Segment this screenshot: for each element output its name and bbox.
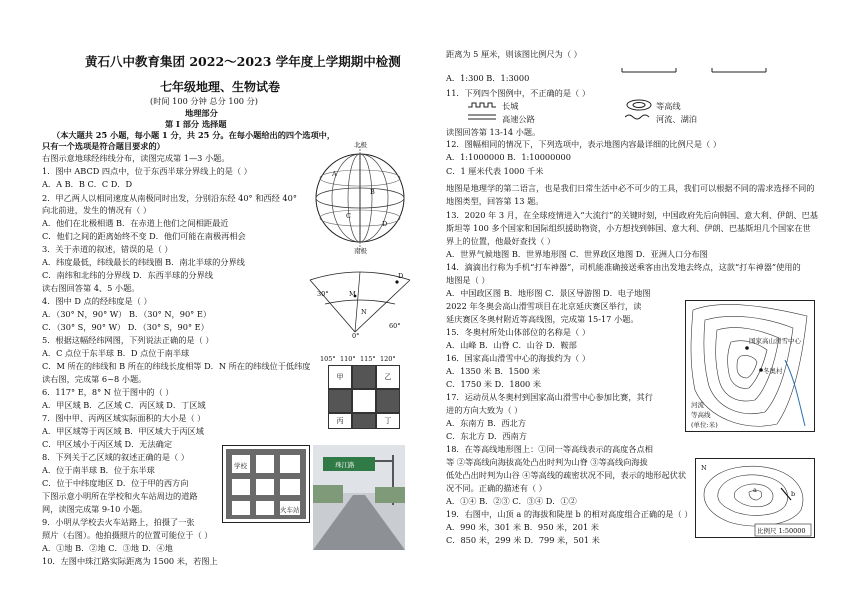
- left-text-line: 9．小明从学校去火车站路上，拍摄了一张: [42, 517, 195, 527]
- right-text-line: 14．滴滴出行称为手机“打车神器”，司机能准确接送乘客由出发地去终点，这款“打车神器”使用的: [446, 262, 801, 272]
- topo-point-a: a: [753, 486, 757, 494]
- grid-cell-bing: 丙: [328, 413, 352, 429]
- topo-scale-label: 比例尺 1:50000: [757, 527, 806, 535]
- right-text-line: 18．在等高线地形图上：①同一等高线表示的高度各点相: [446, 444, 653, 454]
- right-text-line: C．1750 米 D．1800 米: [446, 379, 542, 389]
- right-text-line: C．东北方 D．西南方: [446, 431, 527, 441]
- right-text-line: A．山峰 B．山脊 C．山谷 D．鞍部: [446, 340, 577, 350]
- left-text-line: A．甲区域等于丙区域 B．甲区域大于丙区域: [42, 426, 204, 436]
- topo-point-b: b: [791, 490, 796, 498]
- exam-subtitle: 七年级地理、生物试卷: [160, 80, 281, 94]
- right-text-line: 17．运动员从冬奥村到国家高山滑雪中心参加比赛，其行: [446, 392, 653, 402]
- latlon-point-m: M: [349, 290, 356, 298]
- right-text-line: 低处凸出时判为山谷 ④等高线的疏密状况不同，表示的地形起伏状: [446, 470, 687, 480]
- great-wall-icon: [468, 101, 496, 109]
- globe-figure: [310, 140, 410, 255]
- street-map-figure: [222, 445, 310, 523]
- right-text-line: 进的方向大致为（ ）: [446, 405, 523, 415]
- left-text-line: C．位于中纬度地区 D．位于甲的西方向: [42, 478, 189, 488]
- grid-top-label: 110°: [340, 355, 356, 363]
- right-text-line: 15．冬奥村所处山体部位的名称是（ ）: [446, 327, 591, 337]
- right-text-line: A．中国政区图 B．地形图 C．景区导游图 D．电子地图: [446, 288, 651, 298]
- contour-legend-label: 等高线: [691, 411, 711, 419]
- left-text-line: 右图示意地球经纬线分布，读图完成第 1—3 小题。: [42, 153, 230, 163]
- contour-ski-center-label: 国家高山滑雪中心: [749, 337, 801, 345]
- right-text-line: 16．国家高山滑雪中心的海拔约为（ ）: [446, 353, 591, 363]
- right-text-line: 等 ②等高线向海拔高处凸出时判为山脊 ③等高线向海拔: [446, 457, 648, 467]
- right-text-line: 况不同。正确的描述有（ ）: [446, 483, 547, 493]
- scale-bar-d: [710, 64, 770, 76]
- grid-top-label: 120°: [380, 355, 396, 363]
- instruction-line-1: （本大题共 25 小题，每小题 1 分，共 25 分。在每小题给出的四个选项中，: [52, 130, 336, 140]
- globe-north-label: 北极: [354, 141, 367, 149]
- left-text-line: 网，读图完成第 9-10 小题。: [42, 504, 148, 514]
- right-text-line: C．850 米，299 米 D．799 米，501 米: [446, 535, 600, 545]
- right-text-line: A．1:300 B．1:3000: [446, 73, 530, 83]
- contour-village-label: 冬奥村: [763, 367, 783, 375]
- contour-legend-icon: [625, 99, 653, 111]
- left-text-line: A．①地 B．②地 C．③地 D．④地: [42, 543, 173, 553]
- right-text-line: A．1:1000000 B．1:10000000: [446, 152, 571, 162]
- contour-unit-label: (单位:米): [691, 421, 718, 429]
- left-text-line: C．M 所在的纬线和 B 所在的纬线长度相等 D．N 所在的纬线位于低纬度: [42, 361, 311, 371]
- right-text-line: A．东南方 B．西北方: [446, 418, 527, 428]
- globe-point-c: C: [346, 212, 351, 220]
- right-text-line: 河流、湖泊: [656, 114, 697, 124]
- grid-cell-yi: 乙: [376, 365, 400, 389]
- right-column: [440, 0, 860, 595]
- topo-map: [695, 458, 815, 538]
- contour-river-label: 河流: [691, 401, 704, 409]
- right-text-line: A．1350 米 B．1500 米: [446, 366, 541, 376]
- right-text-line: A．世界气候地图 B．世界地形图 C．世界政区地图 D．亚洲人口分布图: [446, 249, 708, 259]
- left-text-line: C．甲区域小于丙区域 D．无法确定: [42, 439, 173, 449]
- grid-top-label: 115°: [360, 355, 376, 363]
- left-text-line: 照片（右图）。他拍摄照片的位置可能位于（ ）: [42, 530, 213, 540]
- road-photo: [313, 445, 405, 550]
- grid-top-label: 105°: [320, 355, 336, 363]
- left-text-line: A．（30° N，90° W） B．（30° N，90° E）: [42, 309, 212, 319]
- left-text-line: 7．图中甲、丙两区域实际面积的大小是（ ）: [42, 413, 206, 423]
- left-text-line: A．甲区域 B．乙区域 C．丙区域 D．丁区域: [42, 400, 206, 410]
- right-text-line: 地图是（ ）: [446, 275, 490, 285]
- right-text-line: 19．右图中，山顶 a 的海拔和陡崖 b 的相对高度组合正确的是（ ）: [446, 509, 693, 519]
- left-text-line: C．（30° S，90° W） D．（30° S，90° E）: [42, 322, 209, 332]
- grid-cell-ding: 丁: [376, 413, 400, 429]
- left-text-line: 10．左图中珠江路实际距离为 1500 米，若图上: [42, 556, 218, 566]
- right-text-line: 13．2020 年 3 月，在全球疫情进入“大流行”的关键时刻，中国政府先后向韩国、意大利、伊朗、巴基: [446, 210, 818, 220]
- left-text-line: C．南纬和北纬的分界线 D．东西半球的分界线: [42, 270, 213, 280]
- right-text-line: C．1 厘米代表 1000 千米: [446, 166, 544, 176]
- right-text-line: 地图是地理学的第二语言，也是我们日常生活中必不可少的工具，我们可以根据不同的需求选择不同的: [446, 183, 815, 193]
- left-text-line: C．他们之间的距离始终不变 D．他们可能在南极再相会: [42, 231, 246, 241]
- globe-point-d: D: [382, 220, 388, 228]
- left-text-line: 1．图中 ABCD 四点中，位于东西半球分界线上的是（ ）: [42, 166, 252, 176]
- highway-icon: [468, 113, 496, 121]
- left-text-line: A．C 点位于东半球 B．D 点位于南半球: [42, 348, 190, 358]
- latlon-lat-60: 60°: [389, 322, 401, 330]
- globe-point-b: B: [370, 188, 375, 196]
- left-text-line: 5．根据这幅经纬网图，下列说法正确的是（ ）: [42, 335, 214, 345]
- topo-north-arrow: N: [701, 464, 707, 472]
- left-text-line: 下图示意小明所在学校和火车站周边的道路: [42, 491, 198, 501]
- right-text-line: 2022 年冬奥会高山滑雪项目在北京延庆赛区举行，读: [446, 301, 642, 311]
- grid-cell-jia: 甲: [328, 365, 352, 389]
- street-station-label: 火车站: [280, 506, 300, 514]
- grid-cell-blank: [352, 389, 376, 413]
- left-text-line: A．他们在北极相遇 B．在赤道上他们之间相距最近: [42, 218, 229, 228]
- section-title: 地理部分: [185, 108, 218, 118]
- right-text-line: A．990 米，301 米 B．950 米，201 米: [446, 522, 599, 532]
- road-sign-text: 珠江路: [335, 461, 355, 469]
- left-text-line: 读右图回答第 4、5 小题。: [42, 283, 140, 293]
- right-text-line: 高速公路: [502, 114, 535, 124]
- street-school-label: 学校: [234, 462, 247, 470]
- globe-south-label: 南极: [354, 247, 367, 255]
- left-text-line: 8．下列关于乙区域的叙述正确的是（ ）: [42, 452, 189, 462]
- scale-bar-c: [620, 64, 680, 76]
- river-lake-icon: [625, 113, 653, 121]
- left-text-line: A．A B．B C．C D．D: [42, 179, 133, 189]
- right-text-line: 等高线: [656, 101, 681, 111]
- left-text-line: 6．117° E，8° N 位于图中的（ ）: [42, 387, 174, 397]
- left-column: [0, 0, 420, 595]
- left-text-line: 向北前进，发生的情况有（ ）: [42, 205, 152, 215]
- grid-figure: [320, 355, 400, 430]
- left-text-line: A．纬度最低，纬线最长的纬线圈 B．南北半球的分界线: [42, 257, 245, 267]
- latlon-point-d: D: [398, 272, 404, 280]
- part-title: 第 I 部分 选择题: [165, 119, 227, 129]
- instruction-line-2: 只有一个选项是符合题目要求的）: [42, 141, 165, 151]
- globe-point-a: A: [332, 170, 337, 178]
- right-text-line: 12．图幅相同的情况下，下列选项中，表示地图内容最详细的比例尺是（ ）: [446, 139, 722, 149]
- latlon-figure: [305, 268, 415, 338]
- left-text-line: 读右图，完成第 6~8 小题。: [42, 374, 147, 384]
- right-text-line: 界上的位置，他最好查找（ ）: [446, 236, 556, 246]
- right-text-line: 斯坦等 100 多个国家和国际组织援助物资，小方想找到韩国、意大利、伊朗、巴基斯坦几个国家在世: [446, 223, 811, 233]
- left-text-line: A．位于南半球 B．位于东半球: [42, 465, 155, 475]
- latlon-lon-0: 0°: [352, 332, 360, 340]
- grid-cell-dark: [352, 413, 376, 429]
- latlon-lat-30: 30°: [317, 290, 329, 298]
- right-text-line: 延庆赛区冬奥村附近等高线图，完成第 15-17 小题。: [446, 314, 639, 324]
- right-text-line: 距离为 5 厘米，则该图比例尺为（ ）: [446, 49, 582, 59]
- grid-cell-dark: [328, 389, 352, 413]
- exam-meta: (时间 100 分钟 总分 100 分): [150, 96, 258, 106]
- left-text-line: 4．图中 D 点的经纬度是（ ）: [42, 296, 152, 306]
- latlon-point-n: N: [361, 308, 367, 316]
- left-text-line: 3．关于赤道的叙述，错误的是（ ）: [42, 244, 173, 254]
- left-text-line: 2．甲乙两人以相同速度从南极同时出发，分别沿东经 40° 和西经 40°: [42, 193, 297, 203]
- right-text-line: 读图回答第 13-14 小题。: [446, 127, 541, 137]
- contour-map: [685, 300, 815, 432]
- grid-cell-dark: [352, 365, 376, 389]
- right-text-line: 11．下列四个图例中，不正确的是（ ）: [446, 88, 591, 98]
- grid-cell-dark: [376, 389, 400, 413]
- right-text-line: 长城: [502, 101, 519, 111]
- exam-title: 黄石八中教育集团 2022～2023 学年度上学期期中检测: [85, 54, 401, 69]
- right-text-line: 地图类型，回答第 13 题。: [446, 196, 544, 206]
- right-text-line: A．①④ B．②③ C．③④ D．①②: [446, 496, 577, 506]
